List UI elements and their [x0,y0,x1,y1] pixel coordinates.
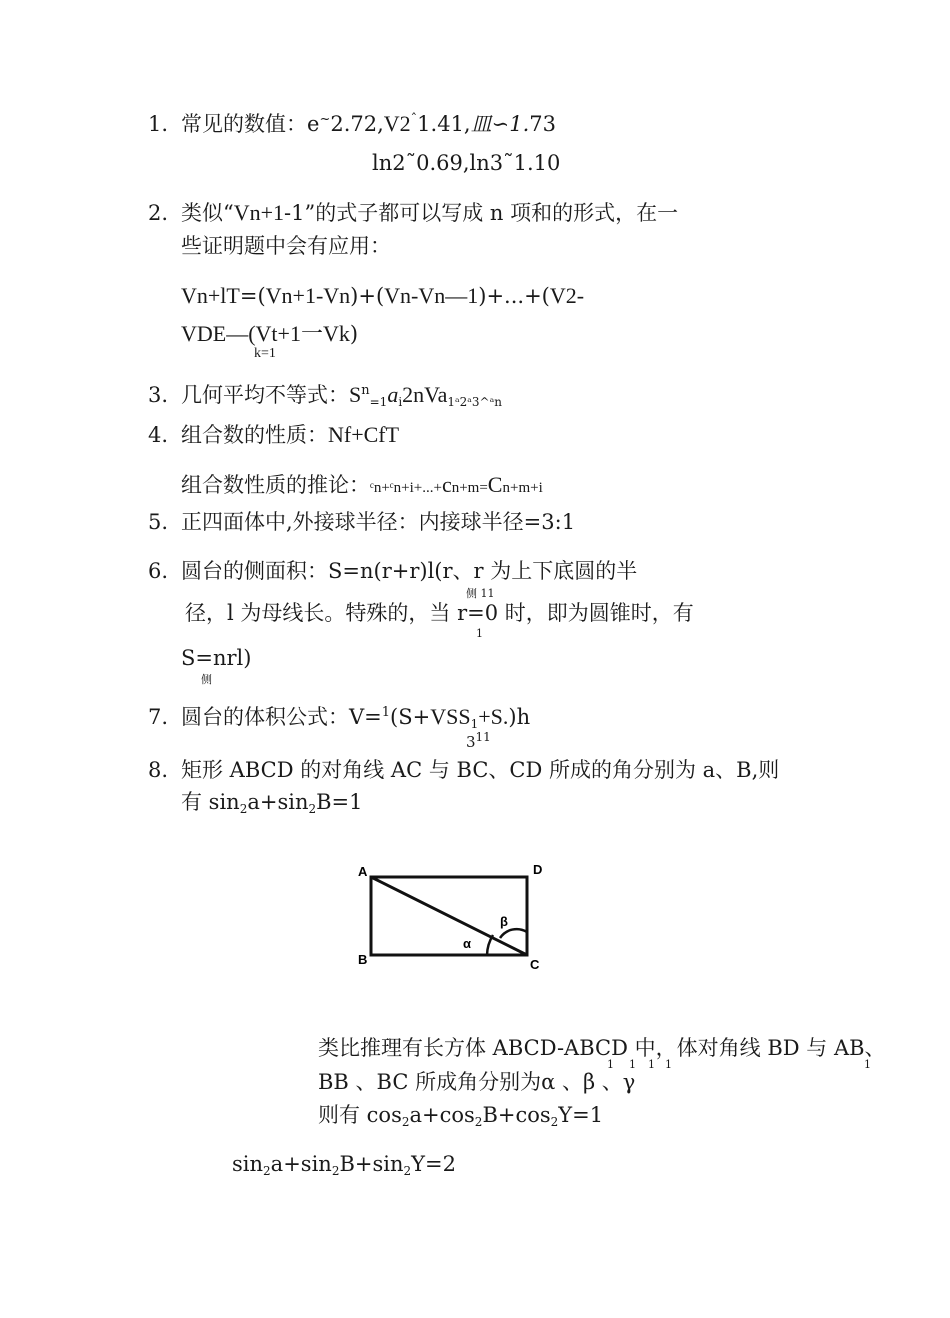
analogy-sub: 2 [263,1164,271,1178]
analogy-part: a+cos [409,1103,475,1127]
analogy-sub: 2 [331,1164,340,1178]
item-1-v2: V2 [383,111,411,136]
analogy-sub-mark: 1 [607,1058,614,1071]
item-number: 4. [148,423,169,447]
item-number: 8. [148,758,169,782]
item-7-heading: 圆台的体积公式：V= [181,705,382,729]
item-8-text-1: 矩形 ABCD 的对角线 AC 与 BC、CD 所成的角分别为 a、B,则 [181,758,780,782]
formula-part: )+...+( [478,284,550,308]
item-7-part: +S. [478,704,509,729]
item-1-expr-e: e [307,112,320,136]
item-2-formula-2 [181,321,358,347]
item-2-text-b: -1”的式子都可以写成 n 项和的形式，在一 [284,201,679,225]
vertex-b-label: B [358,952,368,967]
item-7-small [466,727,491,751]
item-4-corollary-label: 组合数性质的推论： [181,473,370,497]
item-6-text-1: 圆台的侧面积：S=n(r+r)l(r、r 为上下底圆的半 [181,559,638,583]
item-3-sup: n [361,383,370,398]
formula-part: V2- [549,283,585,308]
analogy-line-2: BB 、BC 所成角分别为α 、β 、γ [318,1070,636,1094]
analogy-sub: 2 [474,1115,483,1129]
analogy-sub: 2 [403,1164,412,1178]
rectangle-diagram [350,858,550,973]
formula-part: )+( [350,284,385,308]
item-7-small-sup: 11 [475,730,491,744]
item-number: 7. [148,705,169,729]
item-2-vn: Vn+1 [233,200,285,225]
angle-beta-arc [500,929,527,938]
item-4-c2: C [487,472,503,497]
analogy-part: 类比推理有长方体 ABCD-A [318,1036,580,1060]
item-number: 5. [148,510,169,534]
item-3-line [148,378,502,415]
analogy-line-3 [318,1102,603,1135]
item-7-sup: 1 [381,705,391,720]
item-4-part: n+m+i [502,480,543,496]
item-7-denominator: 3 [466,733,476,751]
item-3-sub: =1 [369,395,388,409]
item-2-text-a: 类似“ [181,201,234,225]
item-5-text: 正四面体中,外接球半径：内接球半径=3:1 [181,510,576,534]
analogy-sub-mark: 1 [629,1058,636,1071]
item-6-small-2: 1 [476,627,483,640]
formula-part: VDE—(Vt+1一Vk [181,321,350,346]
vertex-d-label: D [533,862,543,877]
analogy-part: a+sin [270,1152,332,1176]
item-6-small-3: 侧 [201,673,212,686]
item-1-value-73: 73 [529,112,556,136]
vertex-c-label: C [530,957,540,972]
item-number: 3. [148,383,169,407]
item-1-odd-glyph: 皿 [470,112,492,136]
item-2-formula-1 [181,283,584,309]
item-3-mid: 2nVa [402,382,448,407]
vertex-a-label: A [358,864,368,879]
analogy-part: B+cos [482,1103,551,1127]
analogy-part: 中，体对角线 BD [627,1036,800,1060]
analogy-part: Y=1 [558,1103,604,1127]
analogy-part: B [579,1036,596,1060]
item-6-line-2: 径，l 为母线长。特殊的，当 r=0 时，即为圆锥时，有 [185,601,694,625]
item-number: 2. [148,201,169,225]
item-1-expr-e-value: 2.72, [330,112,384,136]
item-8-line-2 [181,789,363,822]
item-5-line [148,509,575,535]
item-1-line-2: ln2˜0.69,ln3˜1.10 [372,151,561,175]
beta-label: β [500,914,508,929]
alpha-label: α [463,936,471,951]
analogy-part: sin [232,1152,264,1176]
formula-part: Vn+lT [181,283,240,308]
item-4-line-2 [181,472,543,501]
item-2-line-1 [148,200,678,226]
item-1-hat-mark: ˆ [410,112,418,127]
analogy-sub-mark: 1 [864,1058,871,1071]
item-8-sub: 2 [308,802,317,816]
item-7-sub: 1 [470,717,479,731]
item-3-a: a [387,382,399,407]
formula-part: ) [349,322,359,346]
analogy-part: Y=2 [411,1152,456,1176]
item-4-c1: c [441,472,452,497]
item-1-heading: 常见的数值： [181,112,307,136]
item-2-sum-index: k=1 [254,346,276,361]
item-6-line-1 [148,558,637,584]
item-7-part: (S+ [390,705,431,729]
item-1-tilde: ∽ [491,112,510,136]
analogy-part: 与 AB、 [799,1036,886,1060]
item-4-line-1 [148,422,399,448]
analogy-part: C [595,1036,612,1060]
item-4-heading: 组合数的性质： [181,423,328,447]
formula-part: Vn+1-Vn [265,283,351,308]
analogy-part: 则有 cos [318,1103,402,1127]
formula-part: =( [239,284,266,308]
item-1-v2-value: 1.41, [417,112,471,136]
item-8-sub: 2 [239,802,248,816]
angle-alpha-arc [487,935,493,955]
item-3-s: S [349,382,362,407]
item-4-part: ᶜn+ᶜn+i+...+ [370,480,442,496]
item-number: 1. [148,112,169,136]
analogy-sub: 2 [401,1115,410,1129]
analogy-line-1 [318,1035,886,1061]
item-3-i: i [398,395,403,409]
analogy-part: B+sin [339,1152,404,1176]
item-6-small-1: 侧 11 [466,587,495,600]
item-8-line-1 [148,757,779,783]
item-7-vss: VSS [430,704,471,729]
analogy-sub: 2 [550,1115,559,1129]
item-3-tail: 1ᵃ2ᵃ3^ᵃn [447,395,502,409]
item-number: 6. [148,559,169,583]
item-8-part: 有 sin [181,790,240,814]
item-1-tilde-mark: ~ [319,112,331,127]
item-4-formula: Nf+CfT [328,422,400,447]
item-3-heading: 几何平均不等式： [181,383,349,407]
item-1-line-1 [148,107,556,137]
item-2-line-2: 些证明题中会有应用： [181,234,391,258]
item-4-part: n+m= [451,480,488,496]
item-1-one: 1. [509,112,530,136]
analogy-part: D [611,1036,628,1060]
item-6-line-3: S=nrl) [181,646,252,670]
formula-part: Vn-Vn—1 [384,283,479,308]
analogy-line-4 [232,1151,456,1184]
item-7-part: )h [508,705,531,729]
analogy-sub-mark: 1 [665,1058,672,1071]
item-8-part: B=1 [316,790,363,814]
item-8-part: a+sin [247,790,309,814]
analogy-sub-mark: 1 [648,1058,655,1071]
